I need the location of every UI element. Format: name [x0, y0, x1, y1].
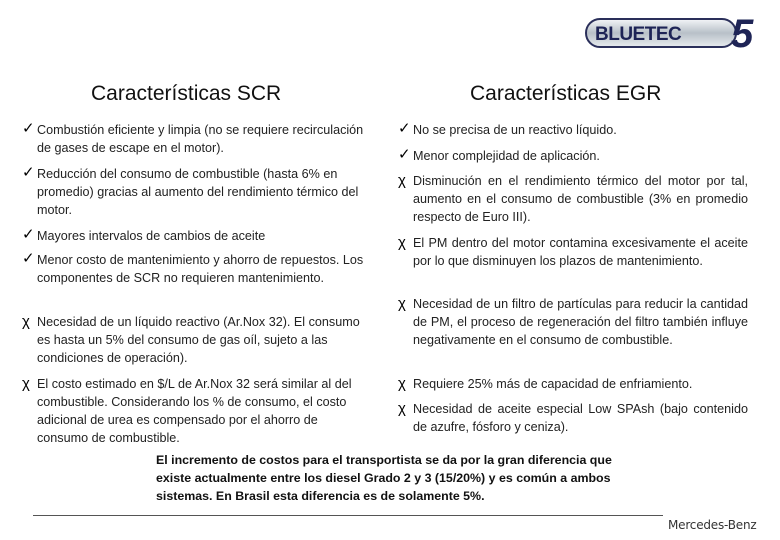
cross-icon: χ	[398, 375, 406, 392]
egr-item-text: No se precisa de un reactivo líquido.	[413, 123, 617, 137]
check-icon: ✓	[22, 120, 35, 137]
check-icon: ✓	[22, 226, 35, 243]
scr-item-text: Menor costo de mantenimiento y ahorro de repuestos. Los componentes de SCR no requieren mantenimiento.	[37, 253, 364, 285]
check-icon: ✓	[398, 146, 411, 163]
egr-item-text: Necesidad de aceite especial Low SPAsh (bajo contenido de azufre, fósforo y ceniza).	[413, 402, 748, 434]
cross-icon: χ	[398, 234, 406, 251]
egr-title: Características EGR	[470, 82, 662, 105]
cross-icon: χ	[398, 172, 406, 189]
egr-item-text: Necesidad de un filtro de partículas para reducir la cantidad de PM, el proceso de regeneración del filtro también influye negativamente en el consumo de combustible.	[413, 297, 748, 347]
check-icon: ✓	[22, 164, 35, 181]
egr-item	[398, 234, 748, 270]
scr-item-text: El costo estimado en $/L de Ar.Nox 32 será similar al del combustible. Considerando los % de consumo, el costo adicional de urea es compensado por el ahorro de consumo de combustible.	[37, 377, 352, 445]
egr-item	[398, 400, 748, 436]
cost-note: El incremento de costos para el transportista se da por la gran diferencia que existe actualmente entre los diesel Grado 2 y 3 (15/20%) y es común a ambos sistemas. En Brasil esta diferencia es de solamente 5%.	[156, 453, 612, 503]
scr-item-text: Mayores intervalos de cambios de aceite	[37, 229, 266, 243]
egr-item-text: Disminución en el rendimiento térmico del motor por tal, aumento en el consumo de combustible (3% en promedio respecto de Euro III).	[413, 174, 748, 224]
scr-item-text: Combustión eficiente y limpia (no se requiere recirculación de gases de escape en el motor).	[37, 123, 364, 155]
scr-item-text: Necesidad de un líquido reactivo (Ar.Nox 32). El consumo es hasta un 5% del consumo de gas oíl, sujeto a las condiciones de operación).	[37, 315, 360, 365]
scr-item	[22, 313, 372, 367]
check-icon: ✓	[22, 250, 35, 267]
mercedes-benz-wordmark: Mercedes-Benz	[668, 518, 757, 532]
scr-item	[22, 251, 372, 287]
egr-item	[398, 375, 748, 393]
egr-item-text: El PM dentro del motor contamina excesivamente el aceite por lo que disminuyen los plazos de mantenimiento.	[413, 236, 748, 268]
scr-item	[22, 165, 372, 219]
bluetec-logo	[585, 14, 765, 50]
scr-title: Características SCR	[91, 82, 282, 105]
egr-item	[398, 147, 748, 165]
scr-item-text: Reducción del consumo de combustible (hasta 6% en promedio) gracias al aumento del rendimiento térmico del motor.	[37, 167, 359, 217]
cross-icon: χ	[398, 295, 406, 312]
check-icon: ✓	[398, 120, 411, 137]
egr-item-text: Requiere 25% más de capacidad de enfriamiento.	[413, 377, 693, 391]
scr-item	[22, 227, 372, 245]
cross-icon: χ	[398, 400, 406, 417]
footer-divider	[33, 515, 663, 516]
egr-item-text: Menor complejidad de aplicación.	[413, 149, 600, 163]
cross-icon: χ	[22, 313, 30, 330]
scr-item	[22, 121, 372, 157]
svg-text:BLUETEC: BLUETEC	[595, 24, 682, 45]
scr-item	[22, 375, 372, 447]
cross-icon: χ	[22, 375, 30, 392]
egr-item	[398, 121, 748, 139]
svg-text:5: 5	[731, 14, 754, 50]
egr-item	[398, 295, 748, 349]
egr-item	[398, 172, 748, 226]
